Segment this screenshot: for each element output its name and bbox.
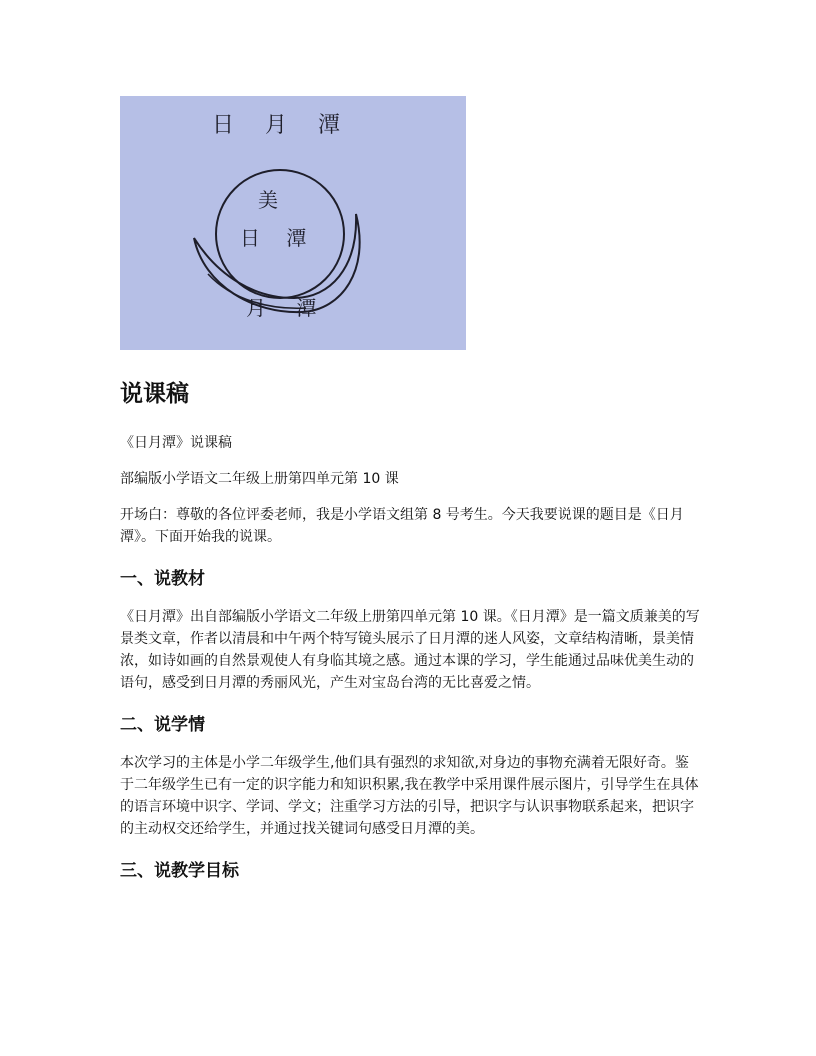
section-body: 《日月潭》出自部编版小学语文二年级上册第四单元第 10 课。《日月潭》是一篇文质兼美的写景类文章，作者以清晨和中午两个特写镜头展示了日月潭的迷人风姿，文章结构清晰，景美情浓，如诗如画的自然景观使人有身临其境之感。通过本课的学习，学生能通过品味优美生动的语句，感受到日月潭的秀丽风光，产生对宝岛台湾的无比喜爱之情。 (120, 609, 700, 691)
blackboard-sketch-image (120, 96, 466, 350)
document-page (120, 96, 700, 886)
section-heading: 三、说教学目标 (120, 861, 239, 881)
lesson-subtitle: 《日月潭》说课稿 (120, 435, 232, 451)
section-body: 本次学习的主体是小学二年级学生,他们具有强烈的求知欲,对身边的事物充满着无限好奇。鉴于二年级学生已有一定的识字能力和知识积累,我在教学中采用课件展示图片，引导学生在具体的语言环境中识字、学词、学文；注重学习方法的引导，把识字与认识事物联系起来，把识字的主动权交还给学生，并通过找关键词句感受日月潭的美。 (120, 755, 699, 837)
section-heading: 一、说教材 (120, 569, 205, 589)
lesson-source: 部编版小学语文二年级上册第四单元第 10 课 (120, 471, 399, 487)
sketch-inner-top-char: 美 (258, 188, 278, 212)
sketch-inner-mid-chars: 日 潭 (240, 226, 317, 250)
sketch-title: 日 月 潭 (212, 113, 352, 138)
section-heading: 二、说学情 (120, 715, 205, 735)
sketch-outer-chars: 月 潭 (246, 296, 329, 320)
opening-paragraph: 开场白：尊敬的各位评委老师，我是小学语文组第 8 号考生。今天我要说课的题目是《日月潭》。下面开始我的说课。 (120, 507, 684, 545)
document-title: 说课稿 (120, 381, 189, 407)
